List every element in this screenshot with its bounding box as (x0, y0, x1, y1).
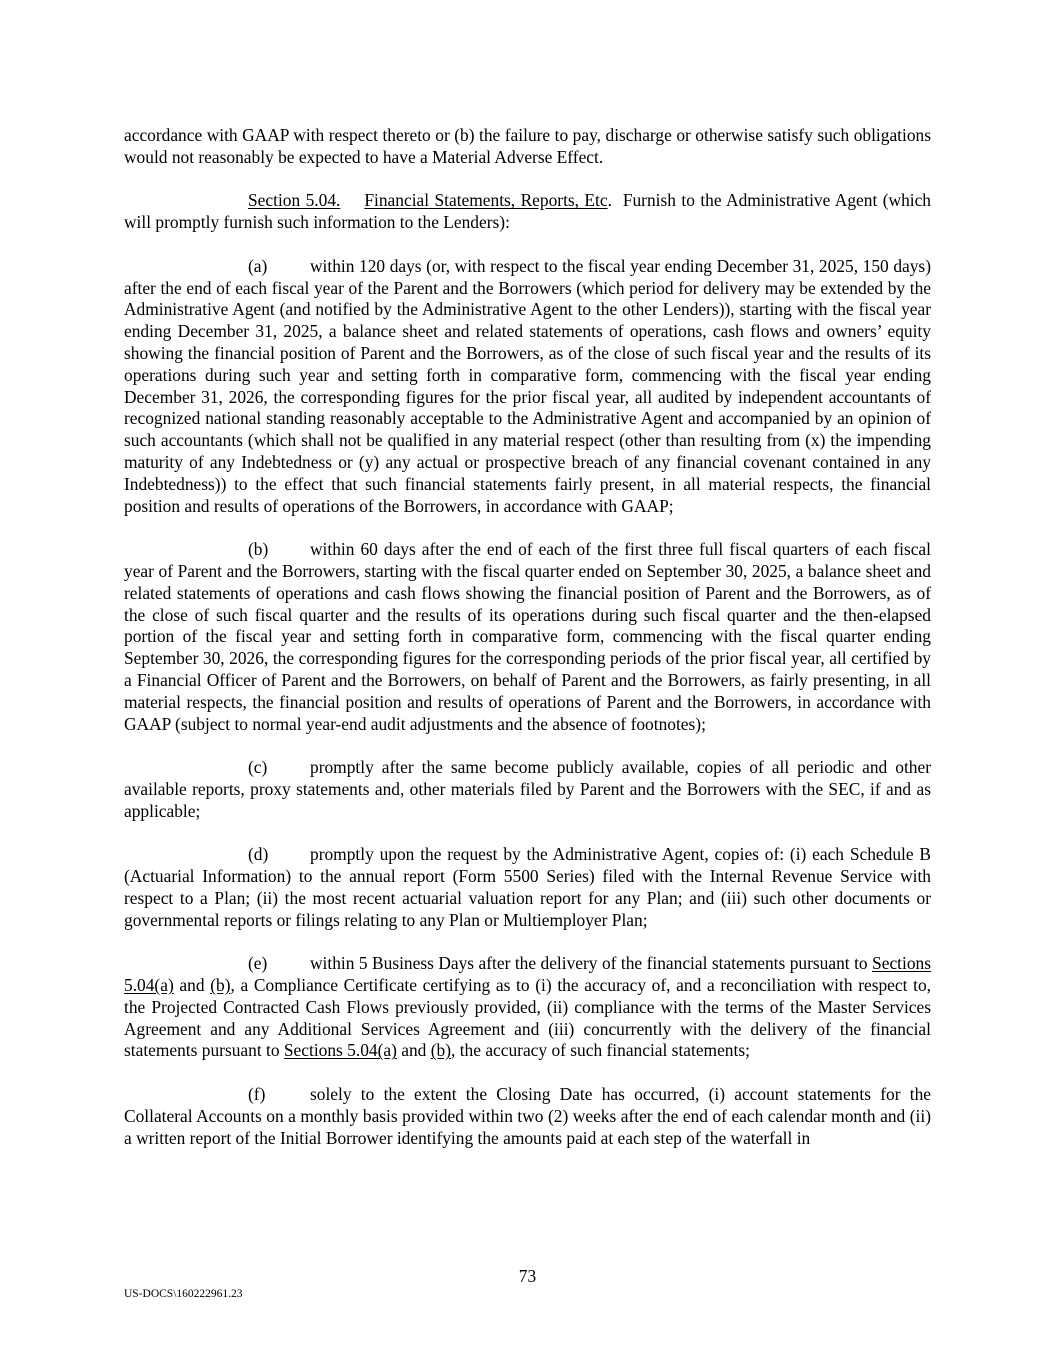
clause-marker: (f) (248, 1084, 266, 1105)
clause-d (124, 844, 931, 931)
clause-marker: (e) (248, 953, 268, 974)
clause-marker: (c) (248, 757, 268, 778)
clause-e: (e) within 5 Business Days after the delivery of the financial statements pursuant to Sections 5.04(a) and (b), a Compliance Certificate certifying as to (i) the accuracy of, and a reconciliation with respect to, the Projected Contracted Cash Flows previously provided, (ii) compliance with the terms of the Master Services Agreement and any Additional Services Agreement and (iii) concurrently with the delivery of the financial statements pursuant to Sections 5.04(a) and (b), the accuracy of such financial statements; (124, 953, 931, 1061)
clause-c (124, 757, 931, 822)
clause-b (124, 539, 931, 735)
clause-f (124, 1084, 931, 1149)
lead-paragraph: accordance with GAAP with respect thereto or (b) the failure to pay, discharge or otherwise satisfy such obligations would not reasonably be expected to have a Material Adverse Effect. (124, 125, 931, 167)
clause-a (124, 256, 931, 518)
clause-marker: (d) (248, 844, 269, 865)
section-number: Section 5.04. (248, 190, 341, 211)
clause-text: solely to the extent the Closing Date has occurred, (i) account statements for the Collateral Accounts on a monthly basis provided within two (2) weeks after the end of each calendar month and (ii) a written report of the Initial Borrower identifying the amounts paid at each step of the waterfall in (124, 1084, 931, 1148)
section-reference: (b) (210, 975, 231, 996)
section-reference: (b) (430, 1040, 452, 1061)
clause-marker: (b) (248, 539, 269, 560)
clause-text: within 60 days after the end of each of the first three full fiscal quarters of each fiscal year of Parent and the Borrowers, starting with the fiscal quarter ended on September 30, 2025, a balance sheet and related statements of operations and cash flows showing the financial position of Parent and the Borrowers, as of the close of such fiscal quarter and the results of its operations during such fiscal quarter and the then-elapsed portion of the fiscal year and setting forth in comparative form, commencing with the fiscal quarter ending September 30, 2026, the corresponding figures for the corresponding periods of the prior fiscal year, all certified by a Financial Officer of Parent and the Borrowers, on behalf of Parent and the Borrowers, as fairly presenting, in all material respects, the financial position and results of operations of Parent and the Borrowers, in accordance with GAAP (subject to normal year-end audit adjustments and the absence of footnotes); (124, 539, 931, 734)
clause-text: within 120 days (or, with respect to the fiscal year ending December 31, 2025, 150 days) after the end of each fiscal year of the Parent and the Borrowers (which period for delivery may be extended by the Administrative Agent (and notified by the Administrative Agent to the other Lenders)), starting with the fiscal year ending December 31, 2025, a balance sheet and related statements of operations, cash flows and owners’ equity showing the financial position of Parent and the Borrowers, as of the close of such fiscal year and the results of its operations during such year and setting forth in comparative form, commencing with the fiscal year ending December 31, 2026, the corresponding figures for the prior fiscal year, all audited by independent accountants of recognized national standing reasonably acceptable to the Administrative Agent and accompanied by an opinion of such accountants (which shall not be qualified in any material respect (other than resulting from (x) the impending maturity of any Indebtedness or (y) any actual or prospective breach of any financial covenant contained in any Indebtedness)) to the effect that such financial statements fairly present, in all material respects, the financial position and results of operations of the Borrowers, in accordance with GAAP; (124, 255, 931, 516)
section-title: Financial Statements, Reports, Etc (364, 190, 608, 211)
section-reference: Sections 5.04(a) (283, 1040, 397, 1061)
clause-text: promptly after the same become publicly available, copies of all periodic and other available reports, proxy statements and, other materials filed by Parent and the Borrowers with the SEC, if and as applicable; (124, 757, 931, 821)
clause-text: promptly upon the request by the Administrative Agent, copies of: (i) each Schedule B (Actuarial Information) to the annual report (Form 5500 Series) filed with the Internal Revenue Service with respect to a Plan; (ii) the most recent actuarial valuation report for any Plan; and (iii) such other documents or governmental reports or filings relating to any Plan or Multiemployer Plan; (124, 844, 931, 930)
document-body (124, 125, 931, 1171)
section-5-04-intro: Section 5.04. Financial Statements, Reports, Etc. Furnish to the Administrative Agent (which will promptly furnish such information to the Lenders): (124, 190, 932, 233)
section-intro-text: Furnish to the Administrative Agent (which will promptly furnish such information to the Lenders): (124, 190, 932, 233)
document-id: US-DOCS\160222961.23 (124, 1288, 243, 1300)
page-number: 73 (518, 1266, 537, 1286)
clause-marker: (a) (248, 255, 268, 276)
section-reference: Sections 5.04(a) (124, 953, 931, 996)
